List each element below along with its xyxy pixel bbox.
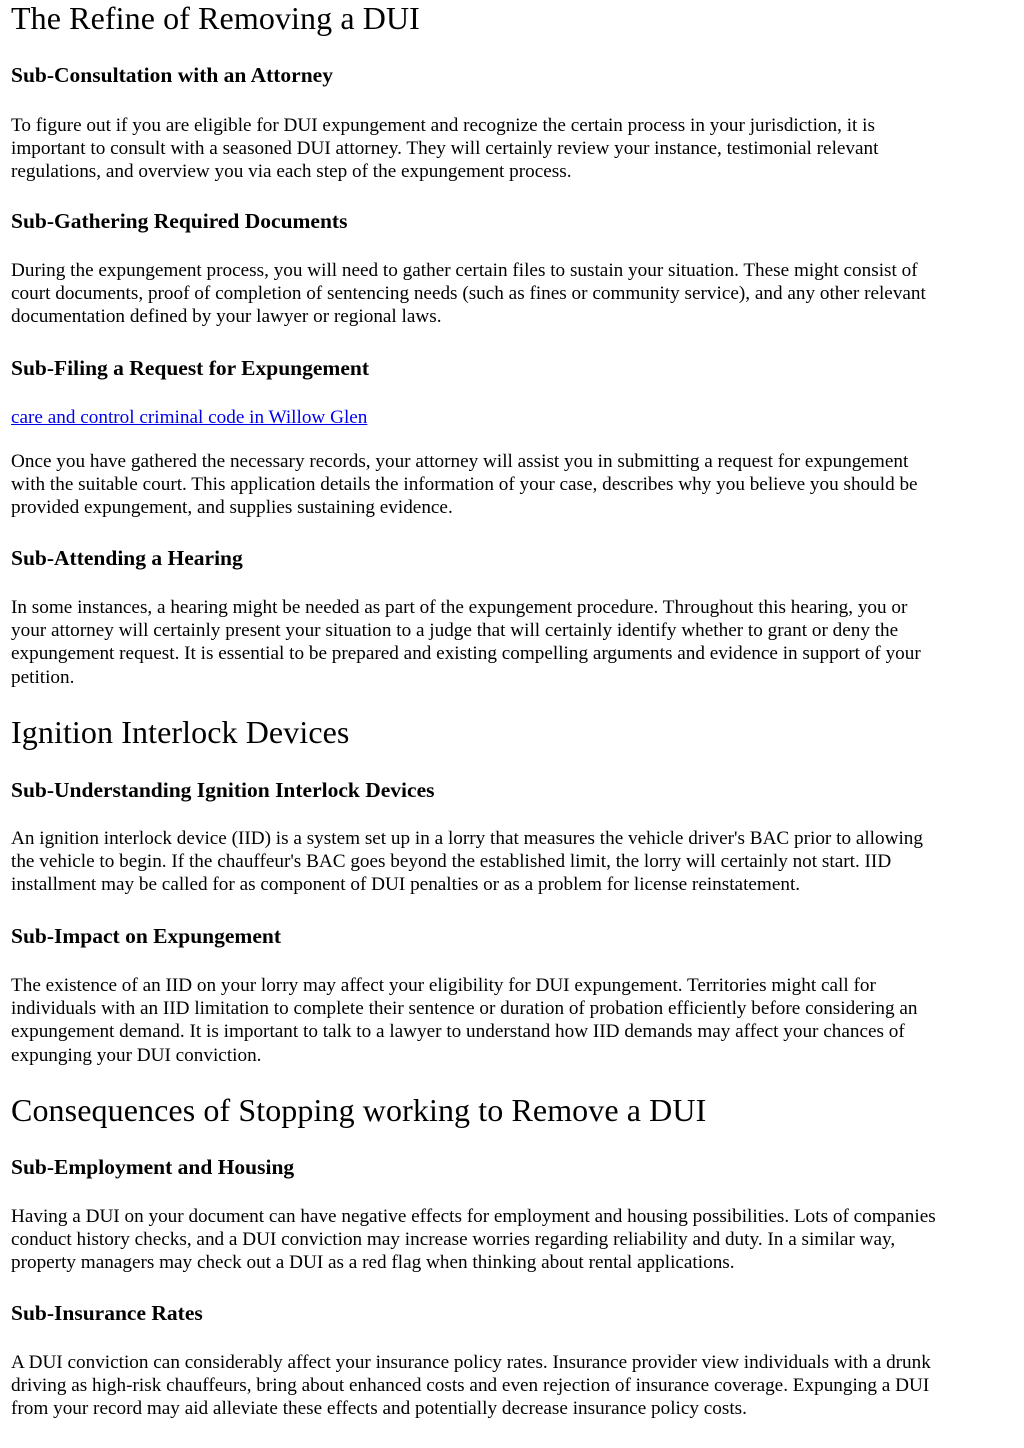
paragraph-insurance bbox=[11, 1351, 931, 1421]
paragraph-line: your attorney will certainly present your situation to a judge that will certainly identify whether to grant or deny the bbox=[11, 620, 899, 642]
paragraph-line: A DUI conviction can considerably affect your insurance policy rates. Insurance provider view individuals with a drunk bbox=[11, 1352, 931, 1373]
subheading-understanding: Sub-Understanding Ignition Interlock Devices bbox=[11, 778, 435, 802]
paragraph-line: The existence of an IID on your lorry may affect your eligibility for DUI expungement. Territories might call for bbox=[11, 975, 876, 996]
paragraph-line: installment may be called for as component of DUI penalties or as a problem for license reinstatement. bbox=[11, 874, 801, 896]
paragraph-line: Having a DUI on your document can have negative effects for employment and housing possibilities. Lots of companies bbox=[11, 1206, 936, 1227]
paragraph-line: During the expungement process, you will need to gather certain files to sustain your situation. These might consist of bbox=[11, 260, 918, 281]
paragraph-line: expungement request. It is essential to be prepared and existing compelling arguments and evidence in support of your bbox=[11, 643, 921, 665]
paragraph-line: To figure out if you are eligible for DUI expungement and recognize the certain process in your jurisdiction, it is bbox=[11, 115, 875, 136]
paragraph-hearing bbox=[11, 596, 921, 689]
paragraph-line: court documents, proof of completion of sentencing needs (such as fines or community service), and any other relevant bbox=[11, 283, 926, 305]
paragraph-line: property managers may check out a DUI as a red flag when thinking about rental applications. bbox=[11, 1252, 735, 1274]
paragraph-consultation bbox=[11, 114, 878, 184]
paragraph-documents bbox=[11, 259, 926, 329]
paragraph-line: the vehicle to begin. If the chauffeur's BAC goes beyond the established limit, the lorry will certainly not start. IID bbox=[11, 851, 892, 873]
subheading-filing: Sub-Filing a Request for Expungement bbox=[11, 356, 369, 380]
paragraph-line: with the suitable court. This application details the information of your case, describes why you believe you should be bbox=[11, 474, 918, 496]
paragraph-line: conduct history checks, and a DUI conviction may increase worries regarding reliability and duty. In a similar way, bbox=[11, 1229, 896, 1251]
paragraph-line: regulations, and overview you via each step of the expungement process. bbox=[11, 161, 572, 183]
section-title-consequences: Consequences of Stopping working to Remove a DUI bbox=[11, 1092, 707, 1128]
article-link[interactable]: care and control criminal code in Willow Glen bbox=[11, 407, 368, 428]
section-title-ignition: Ignition Interlock Devices bbox=[11, 714, 350, 750]
paragraph-filing bbox=[11, 450, 918, 520]
paragraph-line: important to consult with a seasoned DUI attorney. They will certainly review your instance, testimonial relevant bbox=[11, 138, 879, 160]
paragraph-line: expunging your DUI conviction. bbox=[11, 1044, 262, 1066]
paragraph-line: An ignition interlock device (IID) is a system set up in a lorry that measures the vehicle driver's BAC prior to allowing bbox=[11, 828, 923, 849]
subheading-documents: Sub-Gathering Required Documents bbox=[11, 209, 348, 233]
paragraph-line: provided expungement, and supplies sustaining evidence. bbox=[11, 497, 453, 519]
subheading-impact: Sub-Impact on Expungement bbox=[11, 924, 281, 948]
paragraph-line: petition. bbox=[11, 666, 75, 688]
subheading-hearing: Sub-Attending a Hearing bbox=[11, 546, 243, 570]
paragraph-line: documentation defined by your lawyer or regional laws. bbox=[11, 306, 442, 328]
paragraph-employment bbox=[11, 1205, 936, 1275]
paragraph-line: expungement demand. It is important to talk to a lawyer to understand how IID demands may affect your chances of bbox=[11, 1021, 905, 1043]
subheading-insurance: Sub-Insurance Rates bbox=[11, 1301, 203, 1325]
paragraph-line: Once you have gathered the necessary records, your attorney will assist you in submitting a request for expungement bbox=[11, 451, 909, 472]
paragraph-line: from your record may aid alleviate these effects and potentially decrease insurance policy costs. bbox=[11, 1398, 747, 1420]
paragraph-line: individuals with an IID limitation to complete their sentence or duration of probation efficiently before considering an bbox=[11, 998, 918, 1020]
paragraph-line: In some instances, a hearing might be needed as part of the expungement procedure. Throughout this hearing, you or bbox=[11, 597, 908, 618]
section-title-refine: The Refine of Removing a DUI bbox=[11, 0, 420, 36]
paragraph-understanding bbox=[11, 827, 923, 897]
paragraph-line: driving as high-risk chauffeurs, bring about enhanced costs and even rejection of insurance coverage. Expunging a DUI bbox=[11, 1375, 930, 1397]
subheading-consultation: Sub-Consultation with an Attorney bbox=[11, 63, 333, 87]
subheading-employment: Sub-Employment and Housing bbox=[11, 1155, 295, 1179]
paragraph-impact bbox=[11, 974, 918, 1067]
